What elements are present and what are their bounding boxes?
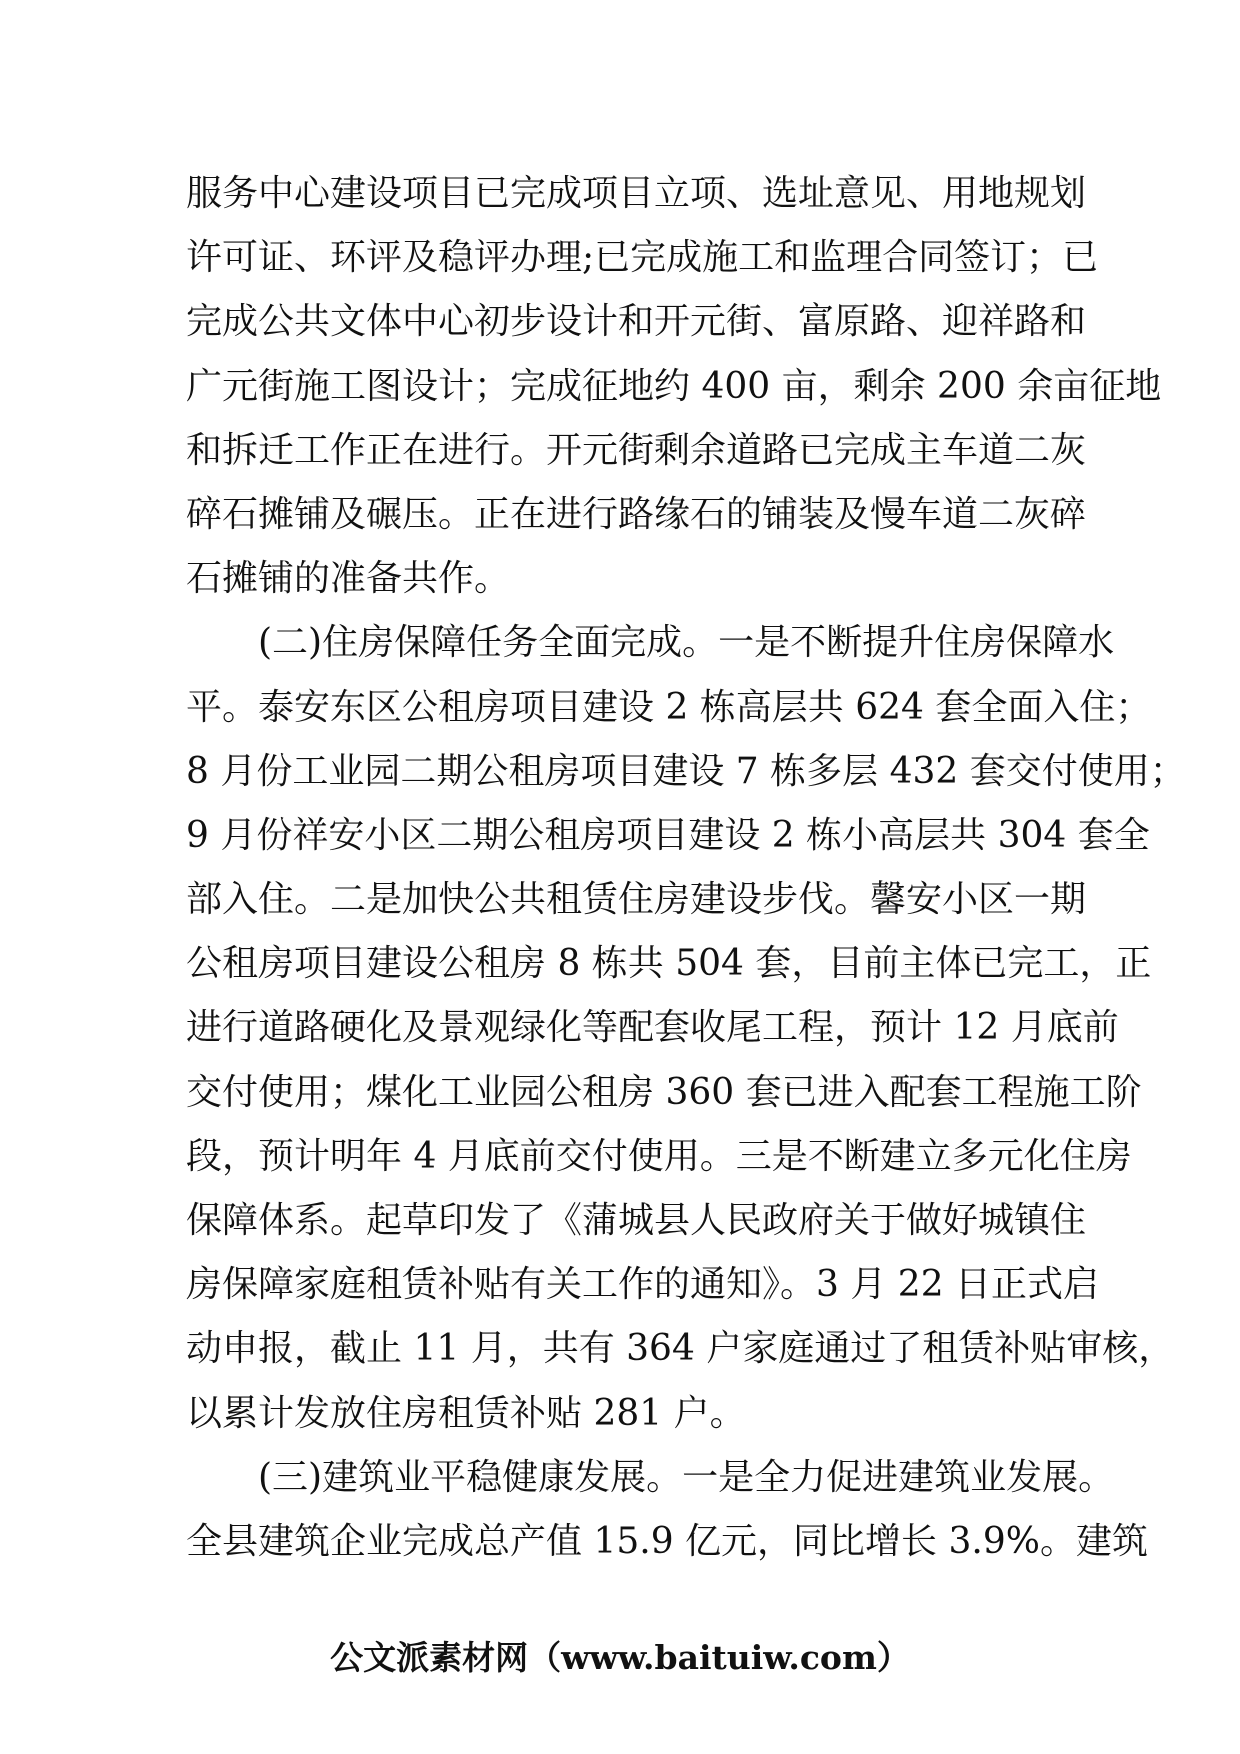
text-line: 段，预计明年 4 月底前交付使用。三是不断建立多元化住房: [186, 1135, 1132, 1177]
text-line: 石摊铺的准备共作。: [186, 558, 511, 600]
text-line: 交付使用；煤化工业园公租房 360 套已进入配套工程施工阶: [186, 1071, 1142, 1113]
paragraph-heading-line: (二)住房保障任务全面完成。一是不断提升住房保障水: [186, 622, 1115, 664]
document-body: [186, 162, 1186, 1574]
text-line: 平。泰安东区公租房项目建设 2 栋高层共 624 套全面入住；: [186, 686, 1152, 728]
text-line: 以累计发放住房租赁补贴 281 户。: [186, 1392, 746, 1434]
text-line: 动申报，截止 11 月，共有 364 户家庭通过了租赁补贴审核，: [186, 1328, 1175, 1370]
text-line: 保障体系。起草印发了《蒲城县人民政府关于做好城镇住: [186, 1200, 1087, 1241]
text-line: 服务中心建设项目已完成项目立项、选址意见、用地规划: [186, 173, 1087, 214]
paragraph-heading-line: (三)建筑业平稳健康发展。一是全力促进建筑业发展。: [186, 1456, 1115, 1498]
text-line: 9 月份祥安小区二期公租房项目建设 2 栋小高层共 304 套全: [186, 814, 1150, 856]
text-line: 碎石摊铺及碾压。正在进行路缘石的铺装及慢车道二灰碎: [186, 493, 1087, 535]
text-line: 进行道路硬化及景观绿化等配套收尾工程，预计 12 月底前: [186, 1007, 1119, 1049]
text-line: 广元街施工图设计；完成征地约 400 亩，剩余 200 余亩征地: [186, 365, 1162, 407]
text-line: 完成公共文体中心初步设计和开元街、富原路、迎祥路和: [186, 301, 1087, 343]
footer-watermark: 公文派素材网（www.baituiw.com）: [330, 1638, 910, 1677]
text-line: 全县建筑企业完成总产值 15.9 亿元，同比增长 3.9%。建筑: [186, 1520, 1148, 1562]
text-line: 许可证、环评及稳评办理;已完成施工和监理合同签订；已: [186, 237, 1099, 279]
text-line: 房保障家庭租赁补贴有关工作的通知》。3 月 22 日正式启: [186, 1264, 1100, 1306]
text-line: 公租房项目建设公租房 8 栋共 504 套，目前主体已完工，正: [186, 943, 1152, 985]
text-line: 8 月份工业园二期公租房项目建设 7 栋多层 432 套交付使用；: [186, 750, 1186, 792]
text-line: 部入住。二是加快公共租赁住房建设步伐。馨安小区一期: [186, 879, 1087, 921]
text-line: 和拆迁工作正在进行。开元街剩余道路已完成主车道二灰: [186, 429, 1087, 471]
